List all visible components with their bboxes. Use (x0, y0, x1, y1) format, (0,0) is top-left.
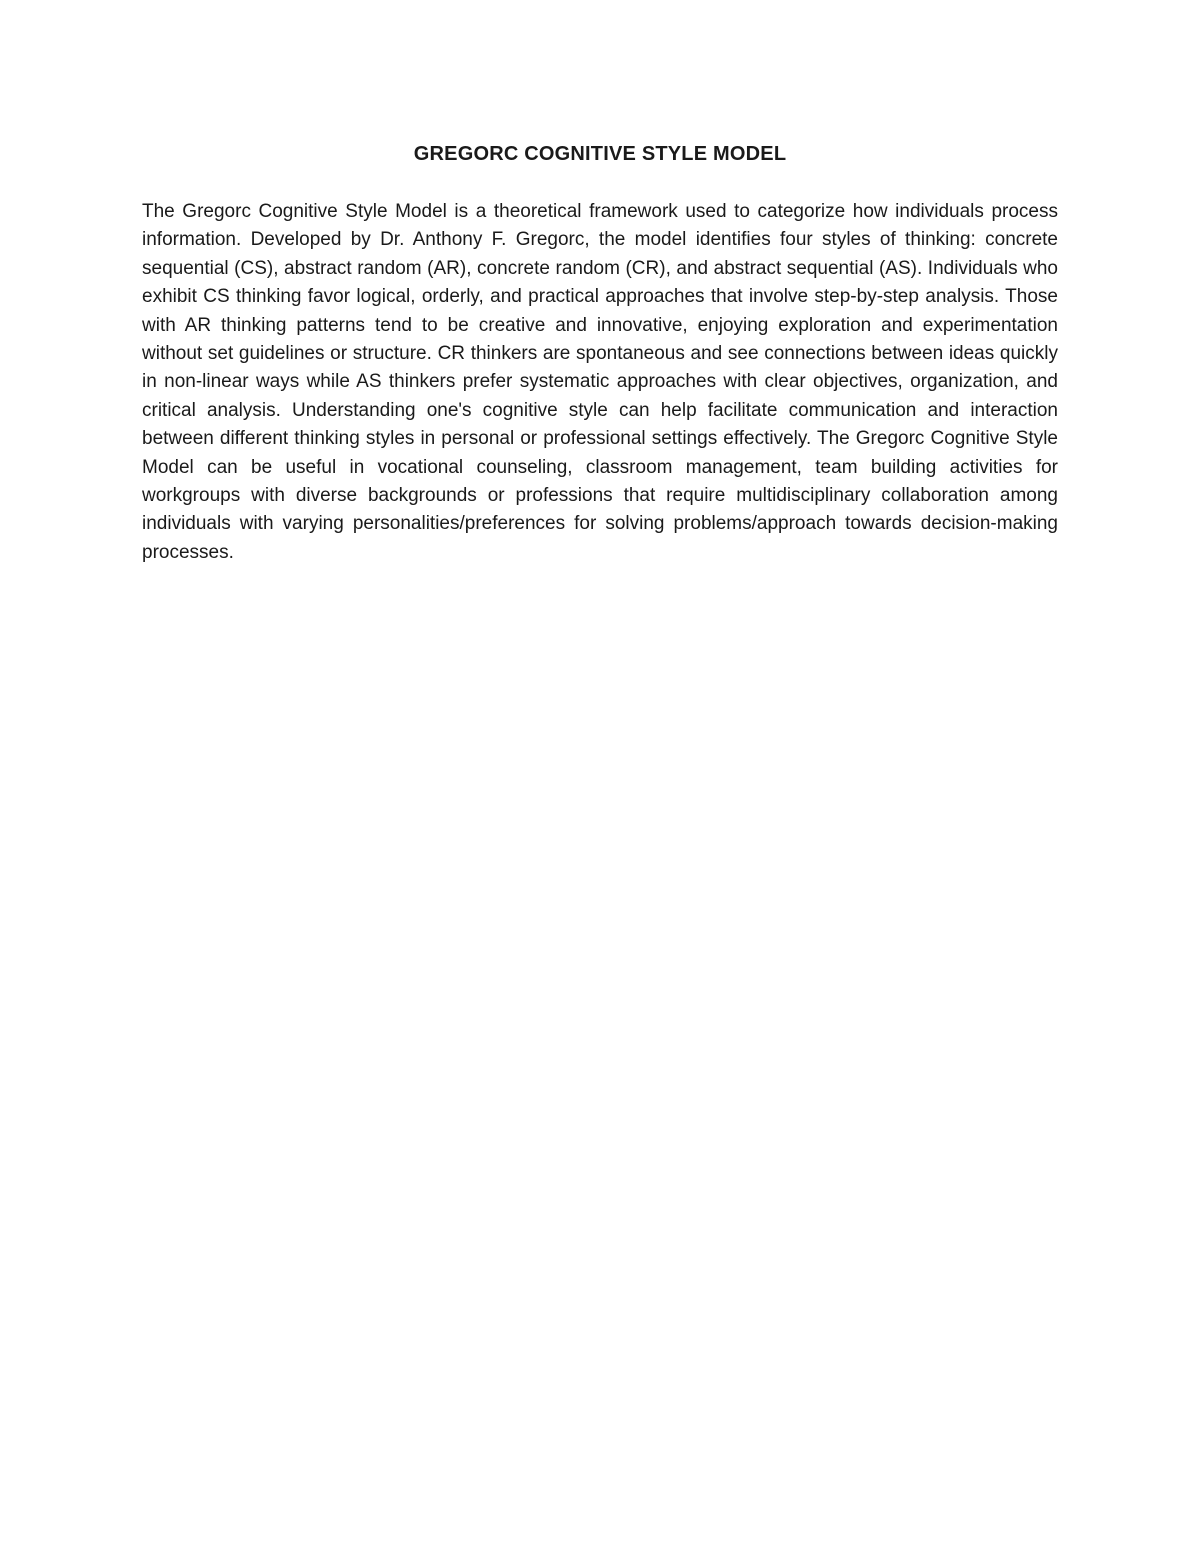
document-title: GREGORC COGNITIVE STYLE MODEL (413, 143, 787, 165)
document-body-paragraph: The Gregorc Cognitive Style Model is a theoretical framework used to categorize how individuals process information. Developed by Dr. Anthony F. Gregorc, the model identifies four styles of thinking: concrete sequential (CS), abstract random (AR), concrete random (CR), and abstract sequential (AS). Individuals who exhibit CS thinking favor logical, orderly, and practical approaches that involve step-by-step analysis. Those with AR thinking patterns tend to be creative and innovative, enjoying exploration and experimentation without set guidelines or structure. CR thinkers are spontaneous and see connections between ideas quickly in non-linear ways while AS thinkers prefer systematic approaches with clear objectives, organization, and critical analysis. Understanding one's cognitive style can help facilitate communication and interaction between different thinking styles in personal or professional settings effectively. The Gregorc Cognitive Style Model can be useful in vocational counseling, classroom management, team building activities for workgroups with diverse backgrounds or professions that require multidisciplinary collaboration among individuals with varying personalities/preferences for solving problems/approach towards decision-making processes. (142, 201, 1058, 563)
